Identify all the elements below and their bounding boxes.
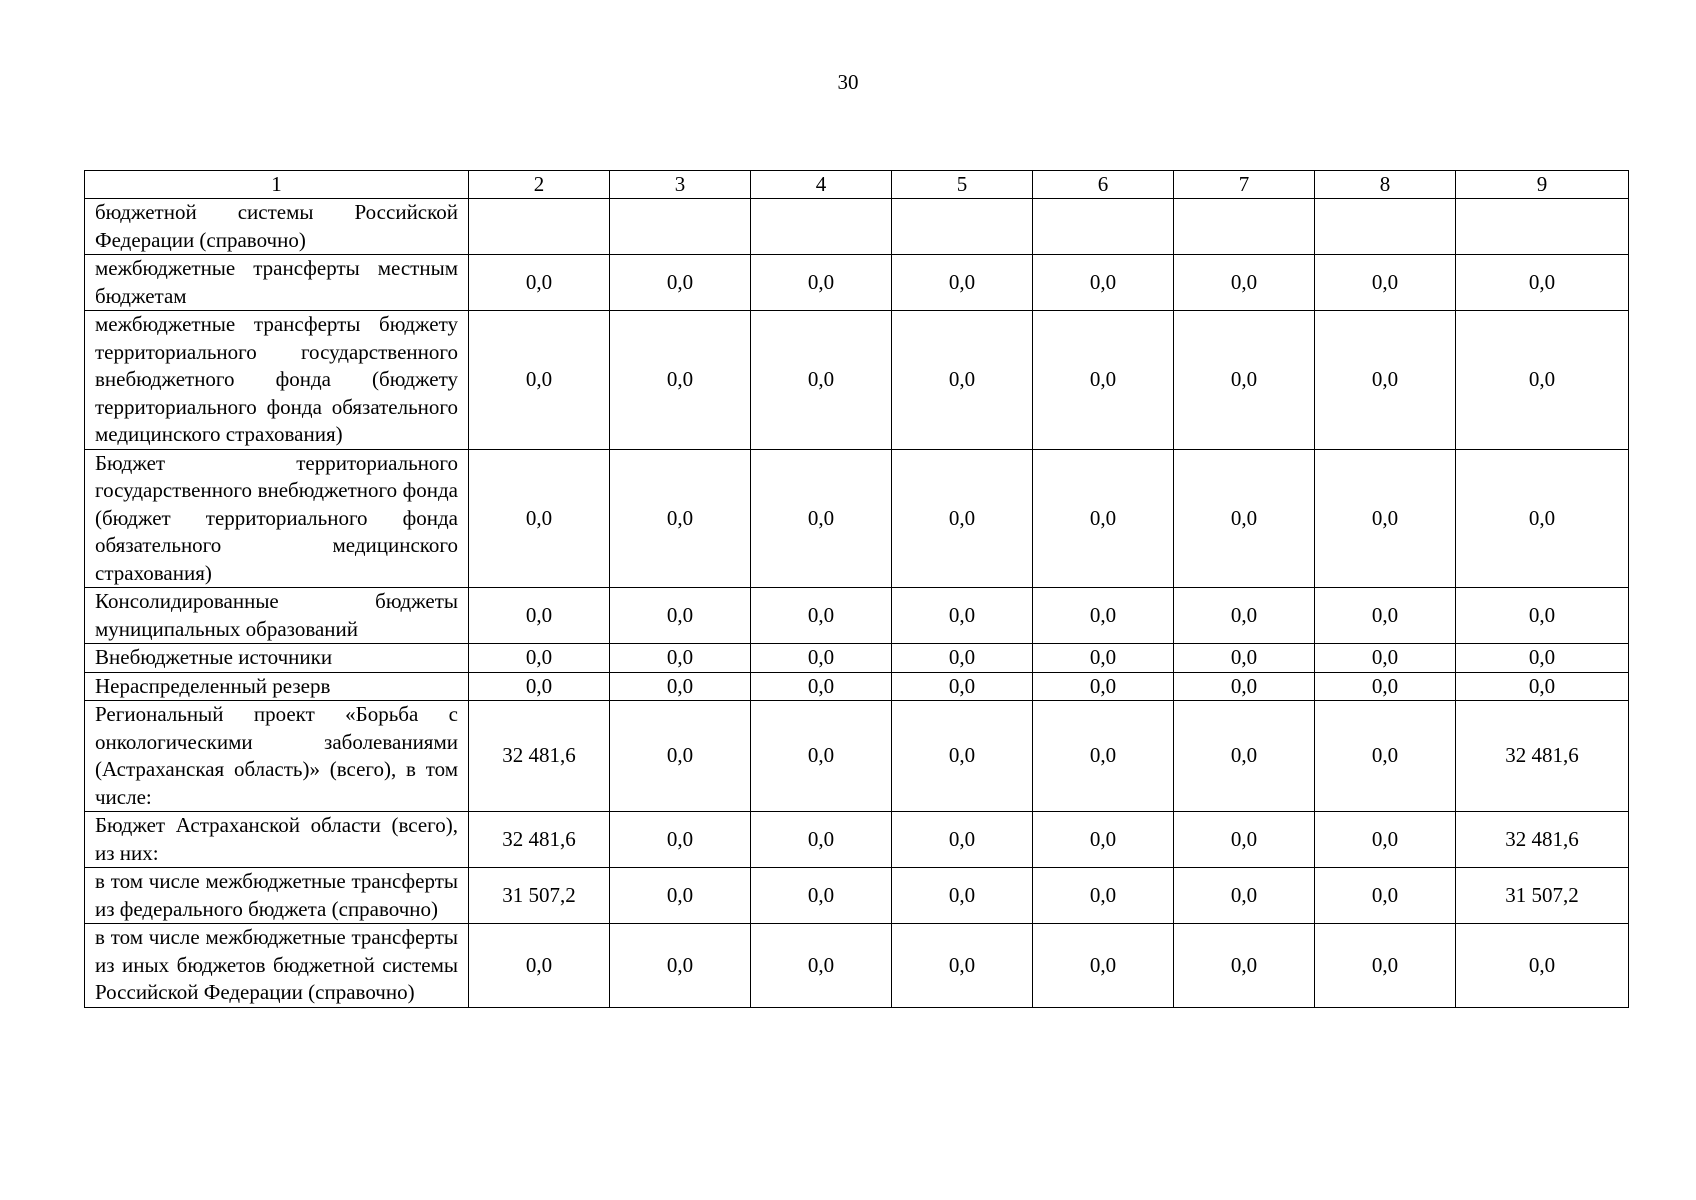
table-row — [85, 924, 1629, 1008]
table-cell — [469, 199, 610, 255]
budget-table — [84, 170, 1629, 1008]
table-cell: 0,0 — [1033, 672, 1174, 701]
table-cell: 0,0 — [1315, 701, 1456, 812]
table-cell: 0,0 — [469, 924, 610, 1008]
table-cell: 0,0 — [1033, 924, 1174, 1008]
table-cell: 0,0 — [610, 255, 751, 311]
table-cell: 0,0 — [1315, 449, 1456, 588]
table-cell: 0,0 — [1174, 672, 1315, 701]
table-cell: 0,0 — [751, 868, 892, 924]
row-label: бюджетной системы Российской Федерации (справочно) — [85, 199, 469, 255]
table-cell: 0,0 — [892, 449, 1033, 588]
table-cell: 0,0 — [751, 644, 892, 673]
row-label: Бюджет территориального государственного внебюджетного фонда (бюджет территориального фонда обязательного медицинского страхования) — [85, 449, 469, 588]
table-cell: 0,0 — [892, 812, 1033, 868]
table-cell: 0,0 — [892, 868, 1033, 924]
table-cell — [751, 199, 892, 255]
table-cell: 0,0 — [1315, 672, 1456, 701]
table-cell: 32 481,6 — [1456, 812, 1629, 868]
table-cell: 0,0 — [1174, 255, 1315, 311]
table-row — [85, 812, 1629, 868]
table-cell: 0,0 — [1174, 644, 1315, 673]
column-header: 1 — [85, 171, 469, 199]
table-cell: 0,0 — [751, 924, 892, 1008]
table-row — [85, 255, 1629, 311]
table-row — [85, 644, 1629, 673]
table-cell: 0,0 — [469, 644, 610, 673]
row-label: Нераспределенный резерв — [85, 672, 469, 701]
header-row — [85, 171, 1629, 199]
table-cell: 0,0 — [1174, 812, 1315, 868]
table-cell: 0,0 — [1174, 868, 1315, 924]
table-cell — [1315, 199, 1456, 255]
table-cell: 0,0 — [610, 588, 751, 644]
table-row — [85, 449, 1629, 588]
table-cell: 32 481,6 — [469, 701, 610, 812]
page-number: 30 — [837, 70, 859, 94]
table-cell: 0,0 — [751, 701, 892, 812]
table-cell: 0,0 — [1315, 311, 1456, 450]
table-cell: 0,0 — [469, 672, 610, 701]
table-cell: 0,0 — [751, 588, 892, 644]
table-row — [85, 588, 1629, 644]
table-cell: 0,0 — [1315, 255, 1456, 311]
table-cell: 0,0 — [1174, 311, 1315, 450]
table-cell: 0,0 — [751, 672, 892, 701]
table-cell: 0,0 — [1315, 588, 1456, 644]
table-cell — [1456, 199, 1629, 255]
table-cell: 0,0 — [1174, 924, 1315, 1008]
table-cell: 0,0 — [469, 255, 610, 311]
table-cell: 0,0 — [1174, 449, 1315, 588]
table-cell: 0,0 — [1315, 868, 1456, 924]
table-cell: 0,0 — [1033, 449, 1174, 588]
table-cell: 0,0 — [1033, 644, 1174, 673]
row-label: в том числе межбюджетные трансферты из иных бюджетов бюджетной системы Российской Федерации (справочно) — [85, 924, 469, 1008]
table-row — [85, 701, 1629, 812]
table-cell: 0,0 — [1033, 868, 1174, 924]
column-header: 6 — [1033, 171, 1174, 199]
table-cell: 0,0 — [1174, 701, 1315, 812]
row-label: межбюджетные трансферты местным бюджетам — [85, 255, 469, 311]
table-cell: 0,0 — [751, 311, 892, 450]
table-row — [85, 868, 1629, 924]
table-cell: 0,0 — [1033, 255, 1174, 311]
table-cell: 0,0 — [892, 924, 1033, 1008]
column-header: 9 — [1456, 171, 1629, 199]
table-cell: 0,0 — [892, 311, 1033, 450]
table-cell: 0,0 — [610, 644, 751, 673]
row-label: Бюджет Астраханской области (всего), из них: — [85, 812, 469, 868]
row-label: Консолидированные бюджеты муниципальных образований — [85, 588, 469, 644]
table-cell: 0,0 — [1456, 588, 1629, 644]
table-cell: 0,0 — [892, 255, 1033, 311]
table-cell: 0,0 — [469, 449, 610, 588]
row-label: межбюджетные трансферты бюджету территориального государственного внебюджетного фонда (бюджету территориального фонда обязательного медицинского страхования) — [85, 311, 469, 450]
table-cell: 0,0 — [1456, 311, 1629, 450]
table-cell: 0,0 — [892, 701, 1033, 812]
table-cell: 0,0 — [1456, 644, 1629, 673]
table-cell: 0,0 — [1174, 588, 1315, 644]
table-cell: 0,0 — [1456, 449, 1629, 588]
table-cell — [610, 199, 751, 255]
table-cell: 0,0 — [610, 311, 751, 450]
table-cell: 0,0 — [1033, 812, 1174, 868]
table-cell — [1174, 199, 1315, 255]
table-cell: 32 481,6 — [469, 812, 610, 868]
table-cell: 0,0 — [1033, 311, 1174, 450]
table-cell: 0,0 — [751, 449, 892, 588]
column-header: 2 — [469, 171, 610, 199]
table-cell: 0,0 — [1456, 672, 1629, 701]
table-row — [85, 311, 1629, 450]
table-cell: 0,0 — [610, 701, 751, 812]
table-cell: 0,0 — [469, 588, 610, 644]
table-cell — [892, 199, 1033, 255]
table-cell: 0,0 — [892, 588, 1033, 644]
table-cell: 0,0 — [1033, 588, 1174, 644]
table-cell: 0,0 — [1033, 701, 1174, 812]
table-cell: 0,0 — [610, 672, 751, 701]
table-row — [85, 672, 1629, 701]
table-cell: 0,0 — [1456, 924, 1629, 1008]
column-header: 5 — [892, 171, 1033, 199]
row-label: Внебюджетные источники — [85, 644, 469, 673]
table-cell — [1033, 199, 1174, 255]
table-cell: 32 481,6 — [1456, 701, 1629, 812]
row-label: в том числе межбюджетные трансферты из федерального бюджета (справочно) — [85, 868, 469, 924]
column-header: 4 — [751, 171, 892, 199]
row-label: Региональный проект «Борьба с онкологическими заболеваниями (Астраханская область)» (всего), в том числе: — [85, 701, 469, 812]
table-cell: 0,0 — [751, 255, 892, 311]
table-cell: 0,0 — [610, 868, 751, 924]
table-cell: 0,0 — [1315, 924, 1456, 1008]
table-row — [85, 199, 1629, 255]
table-cell: 0,0 — [751, 812, 892, 868]
table-cell: 0,0 — [1456, 255, 1629, 311]
table-cell: 0,0 — [469, 311, 610, 450]
table-cell: 0,0 — [892, 672, 1033, 701]
table-cell: 0,0 — [610, 812, 751, 868]
table-cell: 0,0 — [1315, 812, 1456, 868]
table-cell: 0,0 — [610, 924, 751, 1008]
table-cell: 31 507,2 — [1456, 868, 1629, 924]
table-cell: 0,0 — [610, 449, 751, 588]
table-cell: 0,0 — [892, 644, 1033, 673]
column-header: 8 — [1315, 171, 1456, 199]
column-header: 3 — [610, 171, 751, 199]
table-cell: 31 507,2 — [469, 868, 610, 924]
table-cell: 0,0 — [1315, 644, 1456, 673]
column-header: 7 — [1174, 171, 1315, 199]
